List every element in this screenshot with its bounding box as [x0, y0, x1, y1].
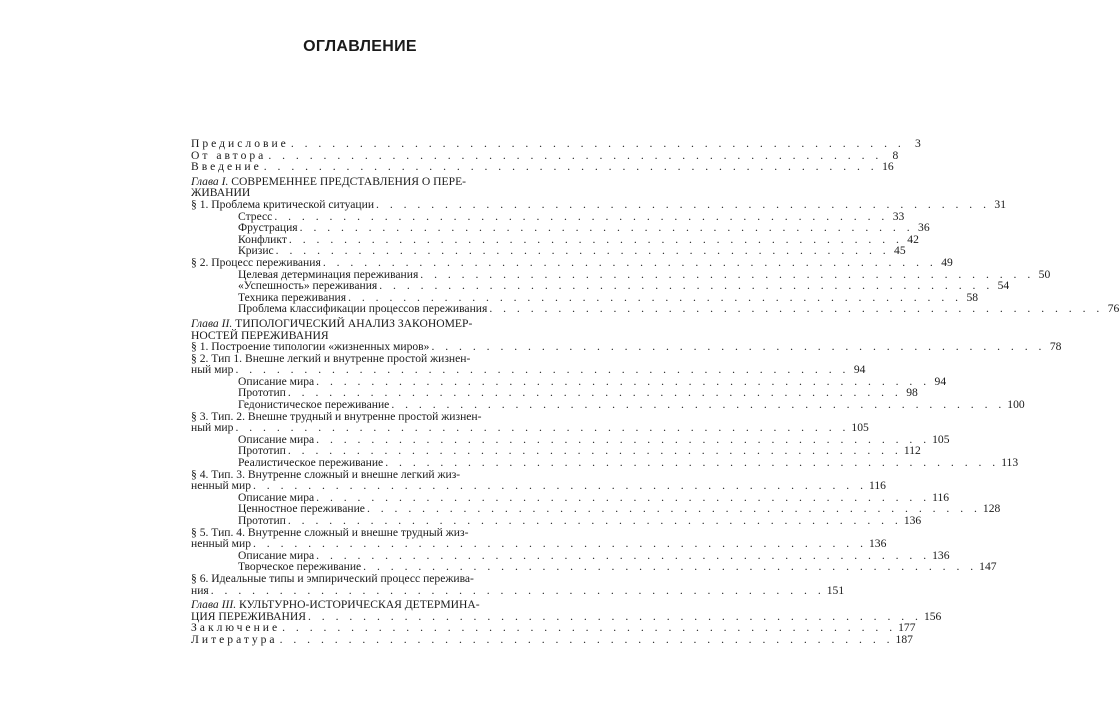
entry-title-line1: § 2. Тип 1. Внешне легкий и внутренне простой жизнен-	[191, 351, 471, 365]
entry-title-line2: ный мир	[191, 421, 234, 435]
page-number: 156	[923, 609, 942, 623]
page-number: 16	[882, 160, 894, 174]
entry-title-line2: ненный мир	[191, 479, 251, 493]
chapter-1-heading[interactable]	[191, 176, 529, 199]
page-number: 76	[1107, 302, 1119, 316]
page-number: 33	[892, 209, 905, 223]
dot-leader: . . . . . . . . . . . . . . . . . . . . . . . . . . . . . . . . . . . . . . . . . . . . .	[263, 160, 878, 174]
page-number: 36	[918, 221, 930, 235]
page-number: 112	[903, 444, 921, 458]
dot-leader: . . . . . . . . . . . . . . . . . . . . . . . . . . . . . . . . . . . . . . . . . . . . .	[282, 621, 897, 635]
chapter-3-heading[interactable]	[191, 598, 942, 623]
chapter-2-heading[interactable]	[191, 318, 529, 341]
page-number: 50	[1038, 267, 1051, 281]
chapter-title-line2: НОСТЕЙ ПЕРЕЖИВАНИЯ	[191, 328, 329, 342]
chapter-title-line2: ЦИЯ ПЕРЕЖИВАНИЯ	[191, 609, 306, 623]
toc-entry-literature[interactable]	[191, 632, 913, 646]
toc-entry-subsection[interactable]	[191, 221, 930, 235]
chapter-label: Глава III.	[191, 598, 237, 612]
entry-title: От автора	[191, 148, 267, 162]
page-number: 8	[892, 148, 899, 162]
entry-title: Литература	[191, 632, 278, 646]
entry-title: Описание мира	[238, 490, 315, 504]
page-number: 136	[868, 537, 887, 551]
dot-leader: . . . . . . . . . . . . . . . . . . . . . . . . . . . . . . . . . . . . . . . . . . . . .	[235, 363, 850, 377]
page-number: 45	[894, 244, 906, 258]
page-number: 113	[1001, 456, 1019, 470]
table-of-contents	[191, 137, 1119, 646]
dot-leader: . . . . . . . . . . . . . . . . . . . . . . . . . . . . . . . . . . . . . . . . . . . . .	[287, 514, 902, 527]
chapter-title-line2: ЖИВАНИИ	[191, 186, 251, 200]
entry-title-line2: ненный мир	[191, 537, 251, 551]
entry-title-line1: § 3. Тип. 2. Внешне трудный и внутренне простой жизнен-	[191, 409, 482, 423]
entry-title: Прототип	[238, 444, 286, 458]
toc-entry-section[interactable]	[191, 525, 887, 551]
toc-entry-section[interactable]	[191, 409, 869, 435]
entry-title-line1: § 5. Тип. 4. Внутренне сложный и внешне трудный жиз-	[191, 525, 469, 539]
dot-leader: . . . . . . . . . . . . . . . . . . . . . . . . . . . . . . . . . . . . . . . . . . . . .	[288, 232, 903, 246]
entry-title: Фрустрация	[238, 221, 298, 235]
dot-leader: . . . . . . . . . . . . . . . . . . . . . . . . . . . . . . . . . . . . . . . . . . . . .	[210, 583, 825, 597]
entry-title: Описание мира	[238, 548, 315, 562]
dot-leader: . . . . . . . . . . . . . . . . . . . . . . . . . . . . . . . . . . . . . . . . . . . . .	[287, 386, 902, 400]
toc-entry-section[interactable]	[191, 467, 886, 493]
toc-entry-section[interactable]	[191, 197, 1006, 211]
entry-title: Техника переживания	[238, 290, 347, 304]
page-number: 3	[915, 137, 921, 150]
entry-title-line1: § 4. Тип. 3. Внутренне сложный и внешне легкий жиз-	[191, 467, 461, 481]
entry-title: Ценностное переживание	[238, 502, 365, 516]
entry-title: Описание мира	[238, 374, 315, 388]
entry-title-line1: § 6. Идеальные типы и эмпирический процесс пережива-	[191, 571, 474, 585]
dot-leader: . . . . . . . . . . . . . . . . . . . . . . . . . . . . . . . . . . . . . . . . . . . . .	[376, 197, 990, 211]
page-number: 31	[994, 197, 1006, 211]
dot-leader: . . . . . . . . . . . . . . . . . . . . . . . . . . . . . . . . . . . . . . . . . . . . .	[307, 609, 922, 623]
page-number: 187	[895, 632, 913, 646]
dot-leader: . . . . . . . . . . . . . . . . . . . . . . . . . . . . . . . . . . . . . . . . . . . . .	[275, 244, 890, 258]
page-number: 94	[934, 374, 947, 388]
dot-leader: . . . . . . . . . . . . . . . . . . . . . . . . . . . . . . . . . . . . . . . . . . . . .	[322, 255, 937, 269]
toc-entry-introduction[interactable]	[191, 160, 894, 174]
page-number: 151	[826, 583, 845, 597]
entry-title: § 1. Построение типологии «жизненных миров»	[191, 340, 430, 354]
dot-leader: . . . . . . . . . . . . . . . . . . . . . . . . . . . . . . . . . . . . . . . . . . . . .	[316, 548, 931, 562]
dot-leader: . . . . . . . . . . . . . . . . . . . . . . . . . . . . . . . . . . . . . . . . . . . . .	[316, 374, 931, 388]
toc-entry-subsection[interactable]	[191, 302, 1119, 316]
dot-leader: . . . . . . . . . . . . . . . . . . . . . . . . . . . . . . . . . . . . . . . . . . . . .	[316, 432, 931, 446]
entry-title: § 2. Процесс переживания	[191, 255, 321, 269]
entry-title-line2: ный мир	[191, 363, 234, 377]
toc-entry-subsection[interactable]	[191, 398, 1025, 412]
entry-title: Предисловие	[191, 137, 289, 150]
dot-leader: . . . . . . . . . . . . . . . . . . . . . . . . . . . . . . . . . . . . . . . . . . . . .	[431, 340, 1046, 354]
entry-title: Проблема классификации процессов переживания	[238, 302, 488, 316]
dot-leader: . . . . . . . . . . . . . . . . . . . . . . . . . . . . . . . . . . . . . . . . . . . . .	[420, 267, 1035, 281]
dot-leader: . . . . . . . . . . . . . . . . . . . . . . . . . . . . . . . . . . . . . . . . . . . . .	[253, 537, 867, 551]
dot-leader: . . . . . . . . . . . . . . . . . . . . . . . . . . . . . . . . . . . . . . . . . . . . .	[268, 148, 883, 162]
chapter-title-line1: КУЛЬТУРНО-ИСТОРИЧЕСКАЯ ДЕТЕРМИНА-	[239, 598, 480, 612]
dot-leader: . . . . . . . . . . . . . . . . . . . . . . . . . . . . . . . . . . . . . . . . . . . . .	[366, 502, 981, 516]
page-number: 147	[979, 560, 997, 574]
dot-leader: . . . . . . . . . . . . . . . . . . . . . . . . . . . . . . . . . . . . . . . . . . . . .	[279, 632, 894, 646]
toc-entry-section[interactable]	[191, 340, 1062, 354]
toc-entry-subsection[interactable]	[191, 279, 1010, 293]
toc-entry-section[interactable]	[191, 255, 953, 269]
entry-title: Прототип	[238, 386, 286, 400]
dot-leader: . . . . . . . . . . . . . . . . . . . . . . . . . . . . . . . . . . . . . . . . . . . . .	[379, 279, 994, 293]
dot-leader: . . . . . . . . . . . . . . . . . . . . . . . . . . . . . . . . . . . . . . . . . . . . .	[290, 137, 905, 150]
entry-title: Стресс	[238, 209, 273, 223]
dot-leader: . . . . . . . . . . . . . . . . . . . . . . . . . . . . . . . . . . . . . . . . . . . . .	[287, 444, 902, 458]
dot-leader: . . . . . . . . . . . . . . . . . . . . . . . . . . . . . . . . . . . . . . . . . . . . .	[299, 221, 914, 235]
entry-title: § 1. Проблема критической ситуации	[191, 197, 375, 211]
page-number: 136	[932, 548, 950, 562]
toc-entry-subsection[interactable]	[191, 514, 922, 527]
page-number: 136	[903, 514, 922, 527]
entry-title: Целевая детерминация переживания	[238, 267, 419, 281]
dot-leader: . . . . . . . . . . . . . . . . . . . . . . . . . . . . . . . . . . . . . . . . . . . . .	[235, 421, 850, 435]
entry-title: Заключение	[191, 621, 281, 635]
page-number: 49	[941, 255, 953, 269]
toc-entry-preface[interactable]	[191, 137, 921, 150]
chapter-title-line1: ТИПОЛОГИЧЕСКИЙ АНАЛИЗ ЗАКОНОМЕР-	[235, 316, 473, 330]
page-number: 105	[851, 421, 869, 435]
dot-leader: . . . . . . . . . . . . . . . . . . . . . . . . . . . . . . . . . . . . . . . . . . . . .	[253, 479, 867, 493]
toc-entry-section[interactable]	[191, 571, 845, 597]
dot-leader: . . . . . . . . . . . . . . . . . . . . . . . . . . . . . . . . . . . . . . . . . . . . .	[348, 290, 963, 304]
page-number: 54	[997, 279, 1010, 293]
page-number: 58	[966, 290, 979, 304]
entry-title: Описание мира	[238, 432, 315, 446]
page-title: ОГЛАВЛЕНИЕ	[303, 38, 417, 55]
page-number: 177	[898, 621, 916, 635]
page-number: 105	[932, 432, 950, 446]
chapter-title-line1: СОВРЕМЕННЕЕ ПРЕДСТАВЛЕНИЯ О ПЕРЕ-	[231, 174, 467, 188]
page-number: 100	[1007, 398, 1025, 412]
page-number: 78	[1049, 340, 1062, 354]
dot-leader: . . . . . . . . . . . . . . . . . . . . . . . . . . . . . . . . . . . . . . . . . . . . .	[363, 560, 978, 574]
dot-leader: . . . . . . . . . . . . . . . . . . . . . . . . . . . . . . . . . . . . . . . . . . . . .	[489, 302, 1104, 316]
page-number: 94	[853, 363, 866, 377]
page-number: 116	[868, 479, 886, 493]
page-number: 128	[982, 502, 1001, 516]
entry-title: Гедонистическое переживание	[238, 398, 390, 412]
chapter-label: Глава II.	[191, 316, 233, 330]
dot-leader: . . . . . . . . . . . . . . . . . . . . . . . . . . . . . . . . . . . . . . . . . . . . .	[385, 456, 1000, 470]
dot-leader: . . . . . . . . . . . . . . . . . . . . . . . . . . . . . . . . . . . . . . . . . . . . .	[274, 209, 889, 223]
entry-title: Творческое переживание	[238, 560, 362, 574]
entry-title: Кризис	[238, 244, 274, 258]
toc-entry-subsection[interactable]	[191, 456, 1019, 470]
dot-leader: . . . . . . . . . . . . . . . . . . . . . . . . . . . . . . . . . . . . . . . . . . . . .	[316, 490, 931, 504]
toc-entry-section[interactable]	[191, 351, 866, 377]
page-number: 98	[906, 386, 918, 400]
page-number: 116	[932, 490, 950, 504]
entry-title: Реалистическое переживание	[238, 456, 384, 470]
entry-title: Прототип	[238, 514, 286, 527]
chapter-label: Глава I.	[191, 174, 229, 188]
dot-leader: . . . . . . . . . . . . . . . . . . . . . . . . . . . . . . . . . . . . . . . . . . . . .	[391, 398, 1006, 412]
entry-title: Конфликт	[238, 232, 287, 246]
page-number: 42	[907, 232, 919, 246]
entry-title: «Успешность» переживания	[238, 279, 378, 293]
entry-title: Введение	[191, 160, 262, 174]
entry-title-line2: ния	[191, 583, 209, 597]
